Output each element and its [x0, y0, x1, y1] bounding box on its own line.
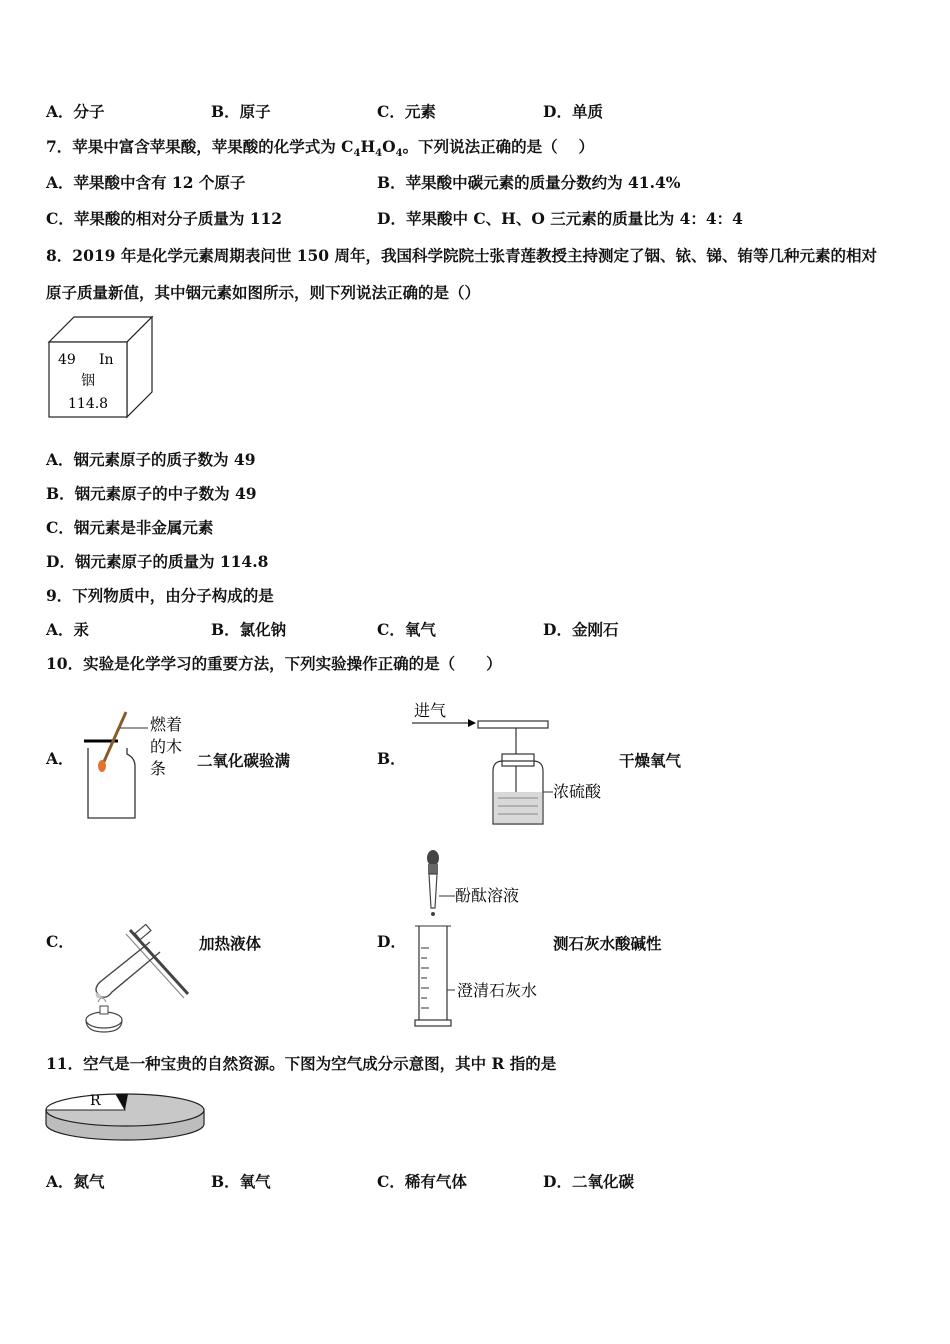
q9-option-d: D．金刚石 — [543, 620, 619, 639]
q11-option-d: D．二氧化碳 — [543, 1172, 634, 1191]
q7-option-c: C．苹果酸的相对分子质量为 112 — [46, 209, 283, 228]
q7-stem — [46, 137, 594, 164]
q7-h: H — [360, 137, 376, 156]
q7-stem-post: 。下列说法正确的是（ ） — [402, 137, 595, 156]
co2-test-figure — [78, 708, 193, 823]
q11-option-c: C．稀有气体 — [377, 1172, 467, 1191]
q10-d-caption: 测石灰水酸碱性 — [553, 934, 662, 953]
q10-a-letter: A． — [46, 749, 74, 768]
q7-sub-h: 4 — [375, 148, 383, 160]
gas-inlet-label: 进气 — [414, 701, 447, 720]
q7-o: O — [382, 137, 396, 156]
q8-option-b: B．铟元素原子的中子数为 49 — [46, 484, 257, 503]
element-symbol: In — [99, 352, 114, 368]
q11-stem: 11．空气是一种宝贵的自然资源。下图为空气成分示意图，其中 R 指的是 — [46, 1054, 557, 1073]
q9-stem: 9．下列物质中，由分子构成的是 — [46, 586, 274, 605]
element-cell-figure — [44, 312, 156, 420]
q9-option-c: C．氧气 — [377, 620, 436, 639]
q7-stem-pre: 7．苹果中富含苹果酸，苹果酸的化学式为 C — [46, 137, 354, 156]
q10-b-letter: B． — [377, 749, 406, 768]
element-mass: 114.8 — [68, 396, 109, 412]
q7-option-b: B．苹果酸中碳元素的质量分数约为 41.4% — [377, 173, 681, 192]
gas-drying-figure — [408, 696, 608, 828]
q6-option-a: A．分子 — [46, 102, 105, 121]
burning-stick-label-2: 的木 — [150, 737, 183, 756]
air-composition-pie — [44, 1082, 206, 1144]
q11-option-a: A．氮气 — [46, 1172, 105, 1191]
q6-option-c: C．元素 — [377, 102, 436, 121]
limewater-test-figure — [405, 848, 555, 1030]
q7-sub-c: 4 — [353, 148, 361, 160]
q7-option-a: A．苹果酸中含有 12 个原子 — [46, 173, 246, 192]
q10-a-caption: 二氧化碳验满 — [197, 751, 291, 770]
q10-b-caption: 干燥氧气 — [619, 751, 682, 770]
q6-option-b: B．原子 — [211, 102, 271, 121]
element-number: 49 — [58, 352, 76, 368]
q11-option-b: B．氧气 — [211, 1172, 271, 1191]
q10-c-caption: 加热液体 — [199, 934, 262, 953]
q10-c-letter: C． — [46, 932, 74, 951]
element-name: 铟 — [81, 373, 95, 389]
q7-sub-o: 4 — [395, 148, 403, 160]
q7-option-d: D．苹果酸中 C、H、O 三元素的质量比为 4：4：4 — [377, 209, 743, 228]
q8-option-a: A．铟元素原子的质子数为 49 — [46, 450, 256, 469]
limewater-label: 澄清石灰水 — [457, 981, 538, 1000]
q8-stem-line2: 原子质量新值，其中铟元素如图所示，则下列说法正确的是（） — [46, 283, 481, 302]
q8-stem-line1: 8．2019 年是化学元素周期表问世 150 周年，我国科学院院士张青莲教授主持测定了铟、铱、锑、铕等几种元素的相对 — [46, 246, 877, 265]
burning-stick-label-3: 条 — [150, 759, 167, 778]
q10-stem: 10．实验是化学学习的重要方法，下列实验操作正确的是（ ） — [46, 654, 502, 673]
conc-sulfuric-acid-label: 浓硫酸 — [553, 782, 602, 801]
q10-d-letter: D． — [377, 932, 406, 951]
q6-option-d: D．单质 — [543, 102, 603, 121]
pie-label-r: R — [90, 1093, 101, 1109]
burning-stick-label-1: 燃着 — [150, 715, 183, 734]
phenolphthalein-label: 酚酞溶液 — [455, 886, 520, 905]
q9-option-b: B．氯化钠 — [211, 620, 287, 639]
heating-liquid-figure — [78, 924, 193, 1034]
q8-option-d: D．铟元素原子的质量为 114.8 — [46, 552, 269, 571]
q8-option-c: C．铟元素是非金属元素 — [46, 518, 214, 537]
q9-option-a: A．汞 — [46, 620, 90, 639]
